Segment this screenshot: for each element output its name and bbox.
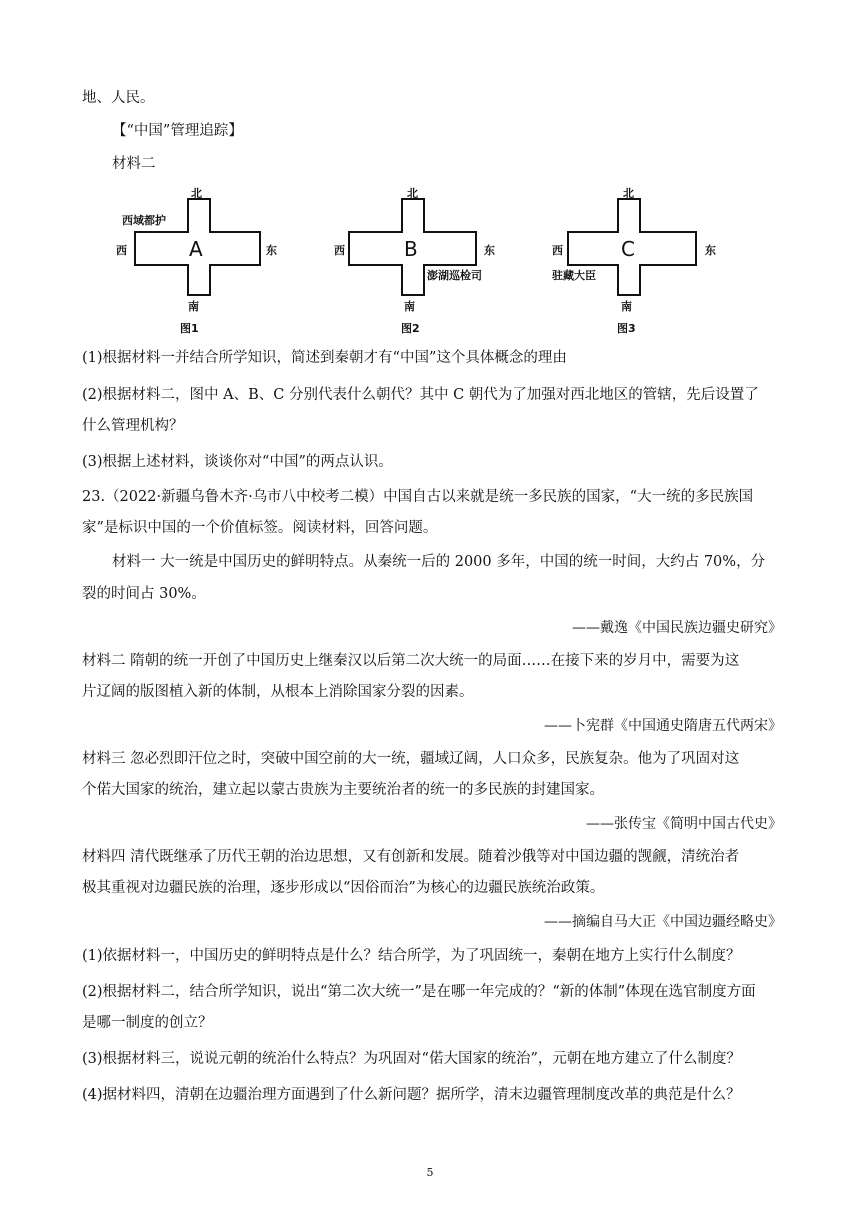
figure-2	[334, 185, 534, 335]
sub-question-1: (1)依据材料一，中国历史的鲜明特点是什么？结合所学，为了巩固统一，秦朝在地方上实行什么制度？	[82, 948, 741, 964]
north-label: 北	[191, 187, 202, 200]
dynasty-letter: A	[189, 237, 203, 261]
cross-diagrams	[110, 185, 730, 335]
sub-question-4: (4)据材料四，清朝在边疆治理方面遇到了什么新问题？据所学，清末边疆管理制度改革的典范是什么？	[82, 1087, 741, 1103]
west-label: 西	[334, 244, 345, 257]
figure-caption: 图2	[401, 322, 420, 335]
question-3: (3)根据上述材料，谈谈你对“中国”的两点认识。	[82, 454, 393, 470]
material-4: 材料四 清代既继承了历代王朝的治边思想，又有创新和发展。随着沙俄等对中国边疆的觊觎，清统治者	[82, 849, 740, 865]
dynasty-letter: C	[621, 237, 635, 261]
question-2-cont: 什么管理机构？	[82, 418, 184, 434]
source-1: ——戴逸《中国民族边疆史研究》	[572, 620, 782, 636]
material-1: 材料一 大一统是中国历史的鲜明特点。从秦统一后的 2000 多年，中国的统一时间，大约占 70%，分	[112, 554, 766, 570]
annotation-label: 驻藏大臣	[552, 269, 596, 282]
source-4: ——摘编自马大正《中国边疆经略史》	[544, 914, 782, 930]
material-1-cont: 裂的时间占 30%。	[82, 586, 206, 602]
material-3: 材料三 忽必烈即汗位之时，突破中国空前的大一统，疆域辽阔，人口众多，民族复杂。他为了巩固对这	[82, 751, 740, 767]
south-label: 南	[188, 300, 199, 313]
figure-1	[110, 185, 310, 335]
cross-shape	[334, 185, 534, 335]
problem-23-cont: 家”是标识中国的一个价值标签。阅读材料，回答问题。	[82, 520, 438, 536]
question-1: (1)根据材料一并结合所学知识，简述到秦朝才有“中国”这个具体概念的理由	[82, 350, 567, 366]
east-label: 东	[484, 244, 495, 257]
material-2-cont: 片辽阔的版图植入新的体制，从根本上消除国家分裂的因素。	[82, 684, 474, 700]
east-label: 东	[266, 244, 277, 257]
north-label: 北	[623, 187, 634, 200]
west-label: 西	[552, 244, 563, 257]
section-heading: 【“中国”管理追踪】	[112, 123, 243, 139]
west-label: 西	[116, 244, 127, 257]
figure-caption: 图1	[180, 322, 199, 335]
south-label: 南	[404, 300, 415, 313]
annotation-label: 澎湖巡检司	[427, 269, 482, 282]
material-4-cont: 极其重视对边疆民族的治理，逐步形成以“因俗而治”为核心的边疆民族统治政策。	[82, 880, 605, 896]
material-label: 材料二	[112, 156, 156, 172]
source-3: ——张传宝《简明中国古代史》	[586, 816, 782, 832]
question-2: (2)根据材料二，图中 A、B、C 分别代表什么朝代？其中 C 朝代为了加强对西北地区的管辖，先后设置了	[82, 387, 759, 403]
east-label: 东	[705, 244, 716, 257]
figure-3	[550, 185, 750, 335]
cross-shape	[110, 185, 310, 335]
annotation-label: 西域都护	[122, 214, 166, 227]
south-label: 南	[621, 300, 632, 313]
text-line: 地、人民。	[82, 90, 155, 106]
north-label: 北	[407, 187, 418, 200]
sub-question-3: (3)根据材料三，说说元朝的统治什么特点？为巩固对“偌大国家的统治”，元朝在地方建立了什么制度？	[82, 1051, 741, 1067]
sub-question-2: (2)根据材料二，结合所学知识，说出“第二次大统一”是在哪一年完成的？“新的体制”体现在选官制度方面	[82, 984, 756, 1000]
material-2: 材料二 隋朝的统一开创了中国历史上继秦汉以后第二次大统一的局面……在接下来的岁月中，需要为这	[82, 653, 740, 669]
dynasty-letter: B	[404, 237, 418, 261]
cross-shape	[550, 185, 750, 335]
material-3-cont: 个偌大国家的统治，建立起以蒙古贵族为主要统治者的统一的多民族的封建国家。	[82, 782, 604, 798]
sub-question-2-cont: 是哪一制度的创立？	[82, 1015, 213, 1031]
source-2: ——卜宪群《中国通史隋唐五代两宋》	[544, 718, 782, 734]
page-number: 5	[426, 1166, 434, 1179]
figure-caption: 图3	[617, 322, 636, 335]
problem-23: 23.（2022·新疆乌鲁木齐·乌市八中校考二模）中国自古以来就是统一多民族的国家，“大一统的多民族国	[82, 489, 754, 505]
